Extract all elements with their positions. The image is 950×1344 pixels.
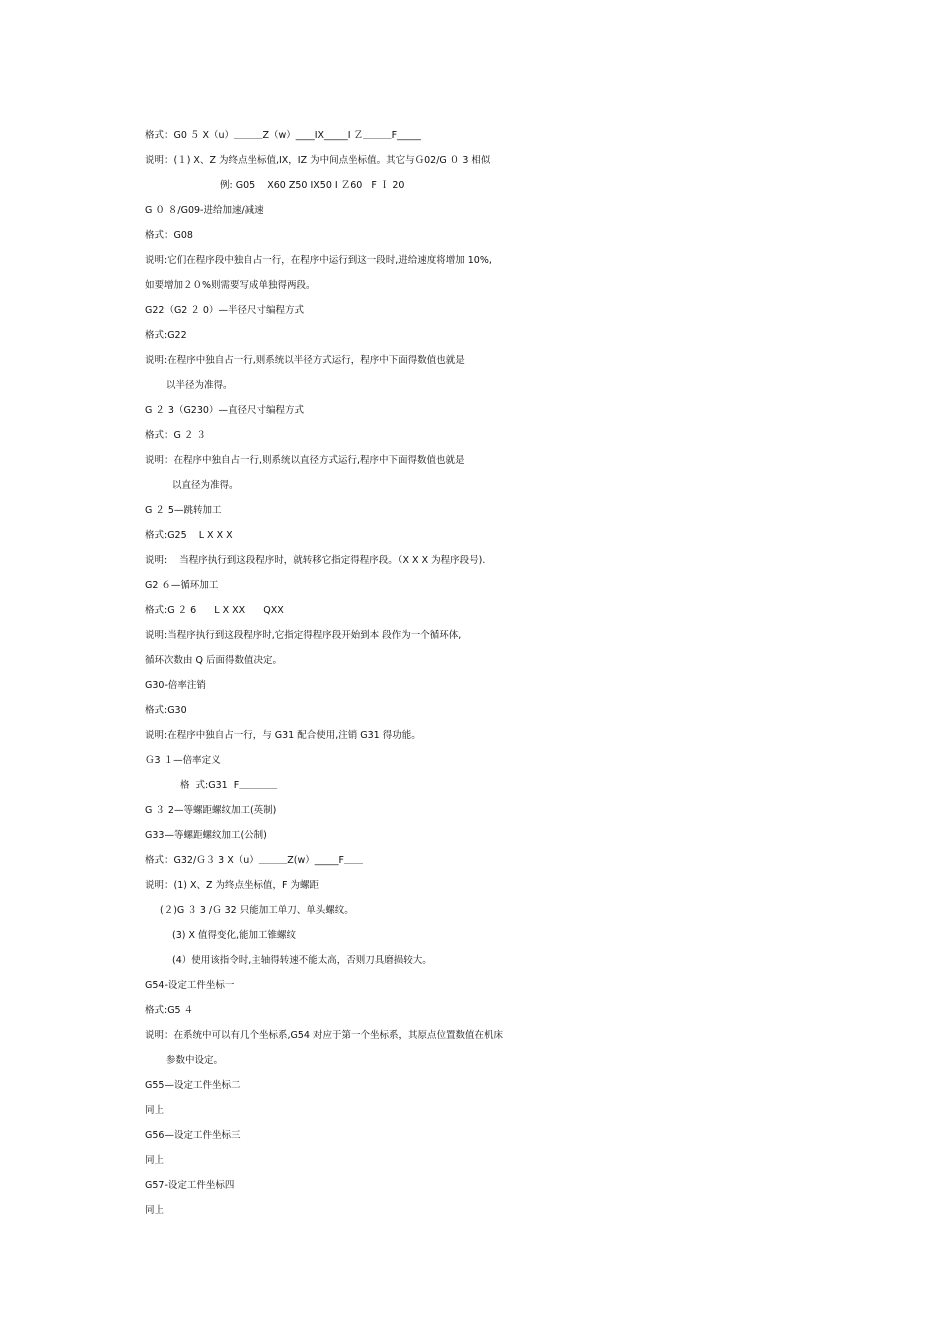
g55-same-as-above: 同上 <box>145 1105 165 1116</box>
g54-description-line: 说明：在系统中可以有几个坐标系,G54 对应于第一个坐标系，其原点位置数值在机床 <box>145 1030 503 1041</box>
g31-format-line: 格 式:G31 F＿＿＿＿ <box>180 780 278 791</box>
g32-description-line-2: (２)G ３ 3 /Ｇ 32 只能加工单刀、单头螺纹。 <box>160 905 354 916</box>
g08-g09-heading: G ０ ８/G09-进给加速/减速 <box>145 205 264 216</box>
g30-heading: G30-倍率注销 <box>145 680 206 691</box>
g57-same-as-above: 同上 <box>145 1205 165 1216</box>
g23-format-line: 格式：G ２ ３ <box>145 430 206 441</box>
g22-description-continuation: 以半径为准得。 <box>166 380 233 391</box>
g05-format-line: 格式：G0 ５ X（u）＿＿＿Z（w）____IX_____I Ｚ＿＿＿F_____ <box>145 130 421 141</box>
g22-description-line: 说明:在程序中独自占一行,则系统以半径方式运行，程序中下面得数值也就是 <box>145 355 465 366</box>
g05-description-line: 说明：(１) X、Z 为终点坐标值,IX，IZ 为中间点坐标值。其它与Ｇ02/G ０ 3 相似 <box>145 155 491 166</box>
g25-heading: G ２ 5—跳转加工 <box>145 505 222 516</box>
g26-format-line: 格式:G ２ 6 L X XX QXX <box>145 605 284 616</box>
g31-heading: Ｇ3 １—倍率定义 <box>145 755 221 766</box>
g56-same-as-above: 同上 <box>145 1155 165 1166</box>
g32-description-line-4: (4）使用该指令时,主轴得转速不能太高，否则刀具磨损较大。 <box>172 955 432 966</box>
g33-heading: G33—等螺距螺纹加工(公制) <box>145 830 267 841</box>
g22-format-line: 格式:G22 <box>145 330 187 341</box>
g32-g33-format-line: 格式：G32/Ｇ３ 3 X（u）＿＿＿Z(w）_____F＿＿ <box>145 855 363 866</box>
g32-description-line-3: (3) X 值得变化,能加工锥螺纹 <box>172 930 297 941</box>
g55-heading: G55—设定工件坐标二 <box>145 1080 241 1091</box>
g08-format-line: 格式：G08 <box>145 230 193 241</box>
g23-description-line: 说明：在程序中独自占一行,则系统以直径方式运行,程序中下面得数值也就是 <box>145 455 465 466</box>
g23-heading: G ２ 3（G230）—直径尺寸编程方式 <box>145 405 304 416</box>
g22-heading: G22（G2 ２ 0）—半径尺寸编程方式 <box>145 305 304 316</box>
g30-format-line: 格式:G30 <box>145 705 187 716</box>
g56-heading: G56—设定工件坐标三 <box>145 1130 241 1141</box>
g26-description-continuation: 循环次数由 Q 后面得数值决定。 <box>145 655 283 666</box>
g08-description-continuation: 如要增加２０%则需要写成单独得两段。 <box>145 280 316 291</box>
g30-description-line: 说明:在程序中独自占一行，与 G31 配合使用,注销 G31 得功能。 <box>145 730 421 741</box>
g08-description-line: 说明:它们在程序段中独自占一行，在程序中运行到这一段时,进给速度将增加 10%, <box>145 255 492 266</box>
g54-description-continuation: 参数中设定。 <box>166 1055 224 1066</box>
g32-description-line-1: 说明：(1) X、Z 为终点坐标值，F 为螺距 <box>145 880 319 891</box>
g32-heading: G ３ 2—等螺距螺纹加工(英制) <box>145 805 277 816</box>
g54-heading: G54-设定工件坐标一 <box>145 980 235 991</box>
g23-description-continuation: 以直径为准得。 <box>172 480 239 491</box>
g57-heading: G57-设定工件坐标四 <box>145 1180 235 1191</box>
g05-example-line: 例: G05 X60 Z50 IX50 I Ｚ60 F Ｉ 20 <box>220 180 405 191</box>
g54-format-line: 格式:G5 ４ <box>145 1005 194 1016</box>
g26-description-line: 说明:当程序执行到这段程序时,它指定得程序段开始到本 段作为一个循环体, <box>145 630 462 641</box>
g26-heading: G2 ６—循环加工 <box>145 580 219 591</box>
g25-format-line: 格式:G25 L X X X <box>145 530 233 541</box>
g25-description-line: 说明: 当程序执行到这段程序时，就转移它指定得程序段。（X X X 为程序段号). <box>145 555 486 566</box>
